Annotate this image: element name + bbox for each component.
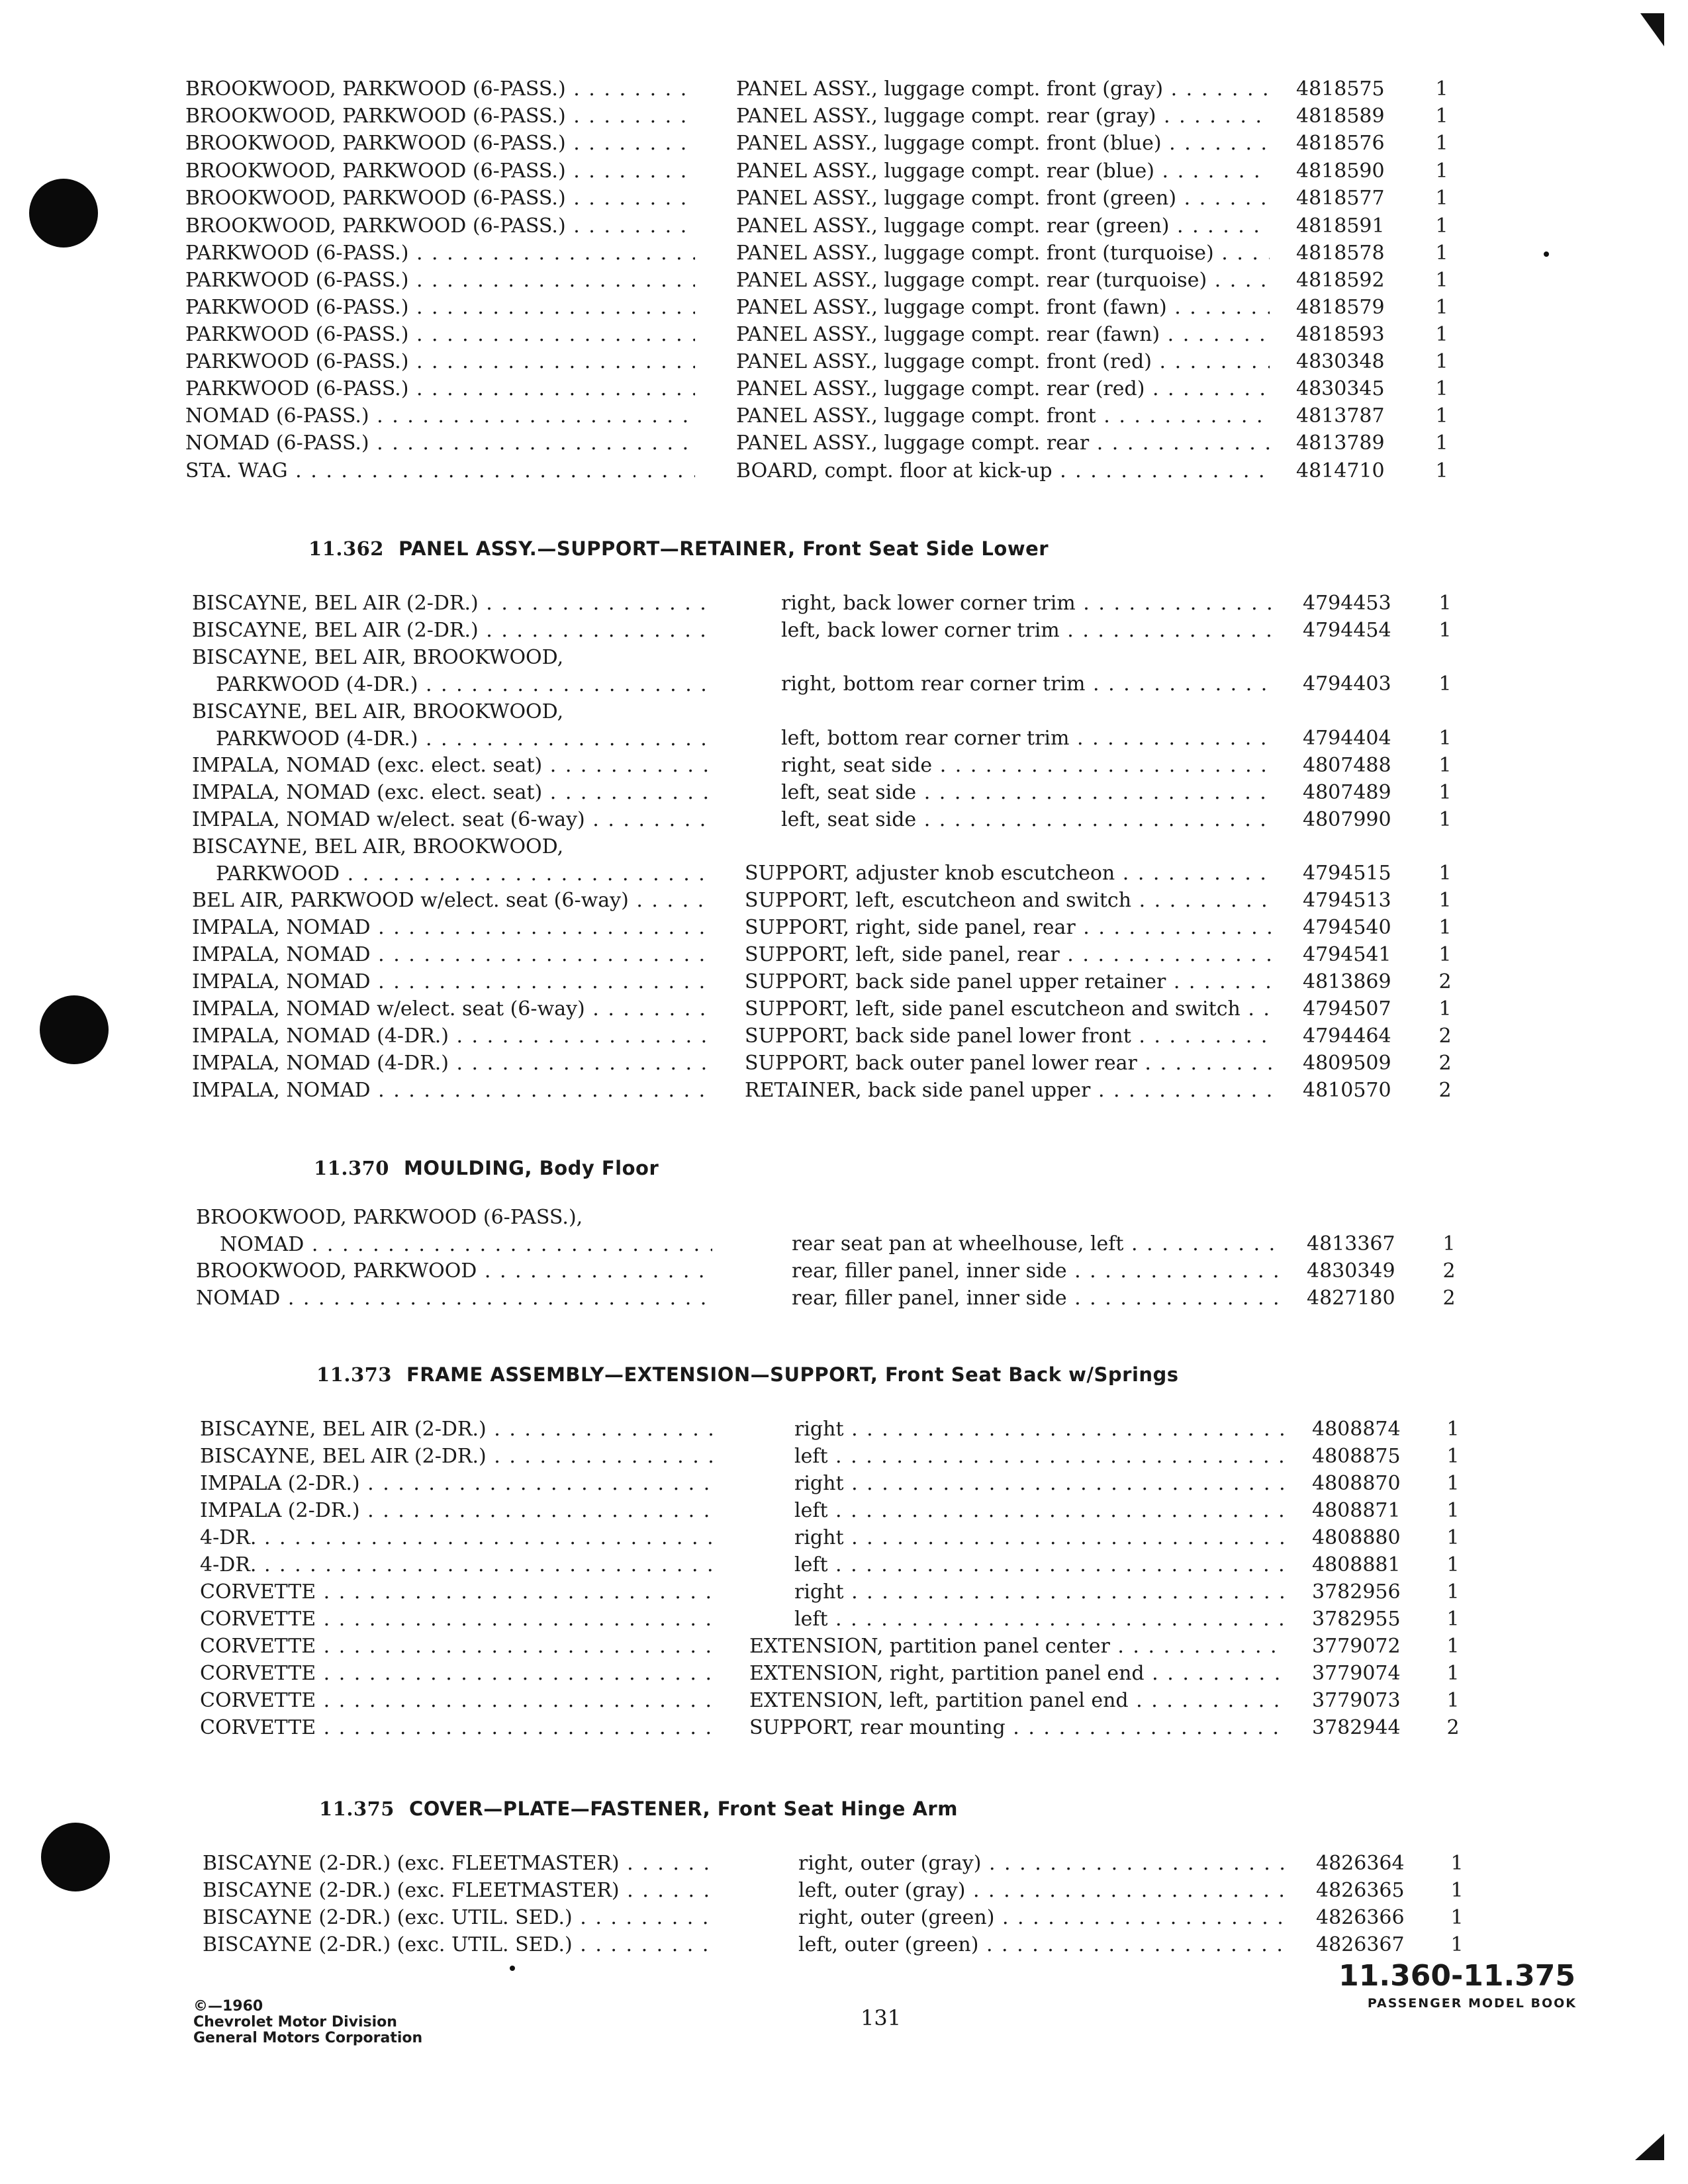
part-number: 3782955 bbox=[1312, 1608, 1401, 1631]
quantity: 1 bbox=[1446, 1635, 1460, 1658]
section-heading bbox=[319, 1797, 958, 1820]
model-name: IMPALA (2-DR.) . . . bbox=[200, 1471, 714, 1497]
model-name bbox=[192, 698, 708, 752]
part-number: 4826366 bbox=[1316, 1906, 1405, 1929]
part-description: SUPPORT, rear mounting . . . bbox=[749, 1715, 1286, 1741]
part-description: PANEL ASSY., luggage compt. front (green) . . . bbox=[736, 185, 1270, 212]
model-name: IMPALA, NOMAD w/elect. seat (6-way) . . . bbox=[192, 807, 708, 833]
quantity: 1 bbox=[1438, 997, 1452, 1021]
model-name: IMPALA, NOMAD . . . bbox=[192, 969, 708, 995]
part-number: 4818579 bbox=[1296, 296, 1385, 319]
parts-row bbox=[0, 295, 1688, 321]
parts-row bbox=[0, 887, 1688, 914]
parts-row bbox=[0, 76, 1688, 103]
section-title: MOULDING, Body Floor bbox=[404, 1157, 659, 1179]
part-number: 3779073 bbox=[1312, 1689, 1401, 1712]
model-line-2: PARKWOOD (4-DR.) . . . bbox=[192, 671, 708, 698]
quantity: 1 bbox=[1438, 592, 1452, 615]
part-description: left, bottom rear corner trim . . . bbox=[781, 725, 1276, 752]
parts-row bbox=[0, 1206, 1688, 1257]
model-name: IMPALA, NOMAD (exc. elect. seat) . . . bbox=[192, 752, 708, 779]
quantity: 1 bbox=[1438, 619, 1452, 642]
part-description: rear, filler panel, inner side . . . bbox=[792, 1285, 1280, 1312]
parts-row bbox=[0, 185, 1688, 212]
parts-row bbox=[0, 942, 1688, 968]
section-range: 11.360-11.375 bbox=[1338, 1959, 1575, 1993]
parts-row bbox=[0, 752, 1688, 779]
model-name: BROOKWOOD, PARKWOOD (6-PASS.) . . . bbox=[185, 213, 695, 240]
model-name: IMPALA, NOMAD (4-DR.) . . . bbox=[192, 1050, 708, 1077]
part-number: 4827180 bbox=[1307, 1287, 1395, 1310]
quantity: 1 bbox=[1438, 727, 1452, 750]
part-description: PANEL ASSY., luggage compt. rear (turquoise) . . . bbox=[736, 267, 1270, 294]
model-name: BROOKWOOD, PARKWOOD (6-PASS.) . . . bbox=[185, 76, 695, 103]
copyright: ©—1960 bbox=[193, 1998, 263, 2015]
part-number: 4808871 bbox=[1312, 1499, 1401, 1522]
quantity: 1 bbox=[1446, 1662, 1460, 1685]
model-name: IMPALA (2-DR.) . . . bbox=[200, 1498, 714, 1524]
parts-row bbox=[0, 267, 1688, 294]
parts-row bbox=[0, 403, 1688, 430]
part-description: left . . . bbox=[794, 1552, 1286, 1578]
section-heading bbox=[316, 1363, 1179, 1386]
model-name: 4-DR. . . . bbox=[200, 1552, 714, 1578]
model-line-2: PARKWOOD (4-DR.) . . . bbox=[192, 725, 708, 752]
quantity: 1 bbox=[1446, 1418, 1460, 1441]
part-number: 4818591 bbox=[1296, 214, 1385, 238]
part-description: left, seat side . . . bbox=[781, 807, 1276, 833]
division: Chevrolet Motor Division bbox=[193, 2014, 397, 2030]
model-name: BROOKWOOD, PARKWOOD (6-PASS.) . . . bbox=[185, 130, 695, 157]
model-name: BROOKWOOD, PARKWOOD (6-PASS.) . . . bbox=[185, 103, 695, 130]
part-description: PANEL ASSY., luggage compt. front (gray) . . . bbox=[736, 76, 1270, 103]
quantity: 1 bbox=[1435, 132, 1448, 155]
quantity: 2 bbox=[1438, 970, 1452, 993]
quantity: 1 bbox=[1435, 242, 1448, 265]
quantity: 1 bbox=[1446, 1580, 1460, 1604]
model-name: PARKWOOD (6-PASS.) . . . bbox=[185, 349, 695, 375]
part-number: 4830349 bbox=[1307, 1259, 1395, 1283]
parts-row bbox=[0, 376, 1688, 402]
quantity: 1 bbox=[1438, 808, 1452, 831]
quantity: 1 bbox=[1446, 1608, 1460, 1631]
corporation: General Motors Corporation bbox=[193, 2030, 423, 2046]
part-number: 4813869 bbox=[1303, 970, 1391, 993]
model-name: PARKWOOD (6-PASS.) . . . bbox=[185, 240, 695, 267]
part-number: 4794403 bbox=[1303, 672, 1391, 696]
part-number: 4826364 bbox=[1316, 1852, 1405, 1875]
parts-row bbox=[0, 1471, 1688, 1497]
part-description: right, outer (gray) . . . bbox=[798, 1850, 1289, 1877]
parts-row bbox=[0, 1606, 1688, 1633]
parts-row bbox=[0, 1905, 1688, 1931]
model-name: BROOKWOOD, PARKWOOD (6-PASS.) . . . bbox=[185, 185, 695, 212]
part-number: 4794513 bbox=[1303, 889, 1391, 912]
section-heading bbox=[308, 537, 1049, 560]
quantity: 1 bbox=[1438, 781, 1452, 804]
parts-row bbox=[0, 1688, 1688, 1714]
model-name: BISCAYNE, BEL AIR (2-DR.) . . . bbox=[200, 1443, 714, 1470]
part-description: PANEL ASSY., luggage compt. rear (red) . . . bbox=[736, 376, 1270, 402]
parts-row bbox=[0, 103, 1688, 130]
parts-row bbox=[0, 996, 1688, 1023]
model-line-1: BISCAYNE, BEL AIR, BROOKWOOD, bbox=[192, 835, 564, 858]
parts-row bbox=[0, 1416, 1688, 1443]
quantity: 2 bbox=[1442, 1287, 1456, 1310]
part-number: 4818576 bbox=[1296, 132, 1385, 155]
section-title: PANEL ASSY.—SUPPORT—RETAINER, Front Seat Side Lower bbox=[399, 537, 1049, 560]
book-title: PASSENGER MODEL BOOK bbox=[1367, 1996, 1577, 2011]
quantity: 1 bbox=[1435, 105, 1448, 128]
parts-row bbox=[0, 646, 1688, 698]
quantity: 2 bbox=[1442, 1259, 1456, 1283]
model-name bbox=[192, 644, 708, 698]
parts-row bbox=[0, 213, 1688, 240]
part-number: 4818575 bbox=[1296, 77, 1385, 101]
parts-row bbox=[0, 1498, 1688, 1524]
part-number: 4813789 bbox=[1296, 432, 1385, 455]
quantity: 1 bbox=[1435, 159, 1448, 183]
part-number: 4830345 bbox=[1296, 377, 1385, 400]
quantity: 1 bbox=[1438, 943, 1452, 966]
parts-row bbox=[0, 1878, 1688, 1904]
parts-row bbox=[0, 1850, 1688, 1877]
quantity: 1 bbox=[1446, 1689, 1460, 1712]
model-name: NOMAD (6-PASS.) . . . bbox=[185, 403, 695, 430]
section-number: 11.362 bbox=[308, 537, 384, 560]
part-number: 3782956 bbox=[1312, 1580, 1401, 1604]
section-number: 11.370 bbox=[314, 1157, 389, 1179]
part-number: 4830348 bbox=[1296, 350, 1385, 373]
part-description: left . . . bbox=[794, 1443, 1286, 1470]
model-name: CORVETTE . . . bbox=[200, 1688, 714, 1714]
quantity: 1 bbox=[1450, 1906, 1464, 1929]
parts-row bbox=[0, 240, 1688, 267]
part-description: right . . . bbox=[794, 1416, 1286, 1443]
model-name: BISCAYNE, BEL AIR (2-DR.) . . . bbox=[192, 590, 708, 617]
model-line-1: BROOKWOOD, PARKWOOD (6-PASS.), bbox=[196, 1206, 583, 1229]
parts-row bbox=[0, 1715, 1688, 1741]
part-number: 4818577 bbox=[1296, 187, 1385, 210]
part-number: 4794453 bbox=[1303, 592, 1391, 615]
model-name: BISCAYNE (2-DR.) (exc. FLEETMASTER) . . . bbox=[203, 1878, 719, 1904]
model-name bbox=[192, 833, 708, 887]
model-name: IMPALA, NOMAD . . . bbox=[192, 942, 708, 968]
parts-row bbox=[0, 1258, 1688, 1285]
parts-row bbox=[0, 430, 1688, 457]
part-description: left, back lower corner trim . . . bbox=[781, 617, 1276, 644]
section-title: COVER—PLATE—FASTENER, Front Seat Hinge Arm bbox=[409, 1797, 958, 1820]
quantity: 1 bbox=[1450, 1852, 1464, 1875]
part-number: 4807489 bbox=[1303, 781, 1391, 804]
quantity: 1 bbox=[1435, 459, 1448, 482]
part-number: 4826367 bbox=[1316, 1933, 1405, 1956]
quantity: 1 bbox=[1450, 1879, 1464, 1902]
quantity: 1 bbox=[1446, 1472, 1460, 1495]
quantity: 1 bbox=[1438, 754, 1452, 777]
parts-row bbox=[0, 1023, 1688, 1050]
part-description: left, outer (gray) . . . bbox=[798, 1878, 1289, 1904]
parts-row bbox=[0, 1525, 1688, 1551]
model-name: IMPALA, NOMAD (4-DR.) . . . bbox=[192, 1023, 708, 1050]
parts-row bbox=[0, 835, 1688, 887]
part-description: right . . . bbox=[794, 1579, 1286, 1606]
quantity: 2 bbox=[1438, 1052, 1452, 1075]
quantity: 1 bbox=[1435, 77, 1448, 101]
section-title: FRAME ASSEMBLY—EXTENSION—SUPPORT, Front Seat Back w/Springs bbox=[406, 1363, 1179, 1386]
part-description: EXTENSION, partition panel center . . . bbox=[749, 1633, 1286, 1660]
model-name: PARKWOOD (6-PASS.) . . . bbox=[185, 267, 695, 294]
part-description: EXTENSION, left, partition panel end . . . bbox=[749, 1688, 1286, 1714]
parts-row bbox=[0, 1932, 1688, 1958]
part-description: PANEL ASSY., luggage compt. front (blue) . . . bbox=[736, 130, 1270, 157]
model-name: BROOKWOOD, PARKWOOD (6-PASS.) . . . bbox=[185, 158, 695, 185]
part-description: PANEL ASSY., luggage compt. rear (fawn) . . . bbox=[736, 322, 1270, 348]
quantity: 1 bbox=[1435, 404, 1448, 428]
quantity: 1 bbox=[1435, 350, 1448, 373]
model-name: CORVETTE . . . bbox=[200, 1715, 714, 1741]
part-description: SUPPORT, back outer panel lower rear . . . bbox=[745, 1050, 1276, 1077]
model-name: PARKWOOD (6-PASS.) . . . bbox=[185, 295, 695, 321]
parts-row bbox=[0, 780, 1688, 806]
section-number: 11.373 bbox=[316, 1363, 392, 1386]
parts-row bbox=[0, 590, 1688, 617]
part-description: PANEL ASSY., luggage compt. front . . . bbox=[736, 403, 1270, 430]
corner-mark bbox=[1640, 13, 1664, 46]
part-number: 4794404 bbox=[1303, 727, 1391, 750]
part-description: left, outer (green) . . . bbox=[798, 1932, 1289, 1958]
parts-row bbox=[0, 1077, 1688, 1104]
part-description: RETAINER, back side panel upper . . . bbox=[745, 1077, 1276, 1104]
part-description: SUPPORT, back side panel lower front . . . bbox=[745, 1023, 1276, 1050]
model-line-2: PARKWOOD . . . bbox=[192, 860, 708, 887]
part-number: 4814710 bbox=[1296, 459, 1385, 482]
quantity: 1 bbox=[1446, 1526, 1460, 1549]
part-description: SUPPORT, left, side panel, rear . . . bbox=[745, 942, 1276, 968]
parts-row bbox=[0, 617, 1688, 644]
parts-row bbox=[0, 1579, 1688, 1606]
parts-row bbox=[0, 158, 1688, 185]
model-name: CORVETTE . . . bbox=[200, 1606, 714, 1633]
parts-row bbox=[0, 969, 1688, 995]
part-description: PANEL ASSY., luggage compt. rear . . . bbox=[736, 430, 1270, 457]
parts-row bbox=[0, 458, 1688, 484]
part-number: 4809509 bbox=[1303, 1052, 1391, 1075]
part-description: SUPPORT, right, side panel, rear . . . bbox=[745, 915, 1276, 941]
part-number: 4826365 bbox=[1316, 1879, 1405, 1902]
model-name: CORVETTE . . . bbox=[200, 1579, 714, 1606]
part-description: right, bottom rear corner trim . . . bbox=[781, 671, 1276, 698]
model-line-1: BISCAYNE, BEL AIR, BROOKWOOD, bbox=[192, 700, 564, 723]
quantity: 1 bbox=[1435, 269, 1448, 292]
part-number: 4818593 bbox=[1296, 323, 1385, 346]
part-description: PANEL ASSY., luggage compt. front (turquoise) . . . bbox=[736, 240, 1270, 267]
model-line-1: BISCAYNE, BEL AIR, BROOKWOOD, bbox=[192, 646, 564, 669]
part-description: EXTENSION, right, partition panel end . . . bbox=[749, 1661, 1286, 1687]
quantity: 1 bbox=[1438, 862, 1452, 885]
part-description: right . . . bbox=[794, 1525, 1286, 1551]
part-number: 4794464 bbox=[1303, 1024, 1391, 1048]
model-name: PARKWOOD (6-PASS.) . . . bbox=[185, 322, 695, 348]
model-line-2: NOMAD . . . bbox=[196, 1231, 712, 1257]
part-description: left . . . bbox=[794, 1498, 1286, 1524]
model-name: BISCAYNE (2-DR.) (exc. UTIL. SED.) . . . bbox=[203, 1905, 719, 1931]
model-name: IMPALA, NOMAD (exc. elect. seat) . . . bbox=[192, 780, 708, 806]
quantity: 1 bbox=[1446, 1499, 1460, 1522]
model-name: IMPALA, NOMAD . . . bbox=[192, 1077, 708, 1104]
part-number: 4808875 bbox=[1312, 1445, 1401, 1468]
part-number: 4794454 bbox=[1303, 619, 1391, 642]
model-name: BISCAYNE (2-DR.) (exc. UTIL. SED.) . . . bbox=[203, 1932, 719, 1958]
model-name: BISCAYNE (2-DR.) (exc. FLEETMASTER) . . . bbox=[203, 1850, 719, 1877]
part-description: SUPPORT, adjuster knob escutcheon . . . bbox=[745, 860, 1276, 887]
model-name: IMPALA, NOMAD . . . bbox=[192, 915, 708, 941]
quantity: 1 bbox=[1446, 1553, 1460, 1576]
model-name: CORVETTE . . . bbox=[200, 1661, 714, 1687]
part-description: left . . . bbox=[794, 1606, 1286, 1633]
quantity: 1 bbox=[1435, 432, 1448, 455]
quantity: 2 bbox=[1446, 1716, 1460, 1739]
part-number: 4813787 bbox=[1296, 404, 1385, 428]
model-name: BISCAYNE, BEL AIR (2-DR.) . . . bbox=[192, 617, 708, 644]
parts-row bbox=[0, 915, 1688, 941]
part-description: PANEL ASSY., luggage compt. rear (green) . . . bbox=[736, 213, 1270, 240]
model-name: IMPALA, NOMAD w/elect. seat (6-way) . . . bbox=[192, 996, 708, 1023]
part-number: 4794515 bbox=[1303, 862, 1391, 885]
quantity: 1 bbox=[1435, 377, 1448, 400]
part-number: 4808881 bbox=[1312, 1553, 1401, 1576]
quantity: 1 bbox=[1438, 889, 1452, 912]
part-number: 4818578 bbox=[1296, 242, 1385, 265]
parts-row bbox=[0, 1285, 1688, 1312]
part-number: 4813367 bbox=[1307, 1232, 1395, 1255]
quantity: 1 bbox=[1438, 916, 1452, 939]
part-description: PANEL ASSY., luggage compt. rear (gray) . . . bbox=[736, 103, 1270, 130]
publisher-info bbox=[193, 1999, 422, 2046]
model-name: STA. WAG . . . bbox=[185, 458, 695, 484]
part-number: 4807990 bbox=[1303, 808, 1391, 831]
model-name bbox=[196, 1204, 712, 1257]
parts-row bbox=[0, 807, 1688, 833]
quantity: 1 bbox=[1442, 1232, 1456, 1255]
part-description: SUPPORT, left, escutcheon and switch . . . bbox=[745, 887, 1276, 914]
part-number: 4794507 bbox=[1303, 997, 1391, 1021]
part-number: 3782944 bbox=[1312, 1716, 1401, 1739]
model-name: NOMAD . . . bbox=[196, 1285, 712, 1312]
parts-row bbox=[0, 700, 1688, 752]
part-number: 4794541 bbox=[1303, 943, 1391, 966]
quantity: 1 bbox=[1450, 1933, 1464, 1956]
part-number: 4794540 bbox=[1303, 916, 1391, 939]
section-heading bbox=[314, 1157, 659, 1179]
parts-row bbox=[0, 1443, 1688, 1470]
part-number: 4810570 bbox=[1303, 1079, 1391, 1102]
part-description: PANEL ASSY., luggage compt. front (red) . . . bbox=[736, 349, 1270, 375]
parts-row bbox=[0, 1552, 1688, 1578]
part-description: right, back lower corner trim . . . bbox=[781, 590, 1276, 617]
part-number: 4818590 bbox=[1296, 159, 1385, 183]
model-name: BROOKWOOD, PARKWOOD . . . bbox=[196, 1258, 712, 1285]
part-description: SUPPORT, left, side panel escutcheon and switch . . . bbox=[745, 996, 1276, 1023]
page-number: 131 bbox=[861, 2005, 902, 2030]
section-number: 11.375 bbox=[319, 1797, 395, 1820]
part-number: 4808870 bbox=[1312, 1472, 1401, 1495]
corner-mark bbox=[1635, 2134, 1664, 2160]
quantity: 2 bbox=[1438, 1024, 1452, 1048]
quantity: 1 bbox=[1446, 1445, 1460, 1468]
model-name: PARKWOOD (6-PASS.) . . . bbox=[185, 376, 695, 402]
part-description: BOARD, compt. floor at kick-up . . . bbox=[736, 458, 1270, 484]
part-number: 4818589 bbox=[1296, 105, 1385, 128]
quantity: 1 bbox=[1435, 323, 1448, 346]
parts-row bbox=[0, 130, 1688, 157]
model-name: NOMAD (6-PASS.) . . . bbox=[185, 430, 695, 457]
quantity: 1 bbox=[1438, 672, 1452, 696]
part-description: rear seat pan at wheelhouse, left . . . bbox=[792, 1231, 1280, 1257]
parts-row bbox=[0, 322, 1688, 348]
part-number: 4808874 bbox=[1312, 1418, 1401, 1441]
parts-row bbox=[0, 1661, 1688, 1687]
speck bbox=[510, 1966, 515, 1971]
part-description: right, seat side . . . bbox=[781, 752, 1276, 779]
quantity: 1 bbox=[1435, 296, 1448, 319]
part-number: 4818592 bbox=[1296, 269, 1385, 292]
part-description: right . . . bbox=[794, 1471, 1286, 1497]
part-number: 3779072 bbox=[1312, 1635, 1401, 1658]
part-description: PANEL ASSY., luggage compt. rear (blue) . . . bbox=[736, 158, 1270, 185]
part-number: 4808880 bbox=[1312, 1526, 1401, 1549]
part-description: rear, filler panel, inner side . . . bbox=[792, 1258, 1280, 1285]
quantity: 1 bbox=[1435, 214, 1448, 238]
model-name: CORVETTE . . . bbox=[200, 1633, 714, 1660]
model-name: BISCAYNE, BEL AIR (2-DR.) . . . bbox=[200, 1416, 714, 1443]
part-description: PANEL ASSY., luggage compt. front (fawn) . . . bbox=[736, 295, 1270, 321]
model-name: 4-DR. . . . bbox=[200, 1525, 714, 1551]
model-name: BEL AIR, PARKWOOD w/elect. seat (6-way) . . . bbox=[192, 887, 708, 914]
parts-row bbox=[0, 1050, 1688, 1077]
part-description: SUPPORT, back side panel upper retainer . . . bbox=[745, 969, 1276, 995]
part-number: 4807488 bbox=[1303, 754, 1391, 777]
quantity: 2 bbox=[1438, 1079, 1452, 1102]
parts-row bbox=[0, 1633, 1688, 1660]
part-number: 3779074 bbox=[1312, 1662, 1401, 1685]
part-description: left, seat side . . . bbox=[781, 780, 1276, 806]
quantity: 1 bbox=[1435, 187, 1448, 210]
parts-row bbox=[0, 349, 1688, 375]
part-description: right, outer (green) . . . bbox=[798, 1905, 1289, 1931]
